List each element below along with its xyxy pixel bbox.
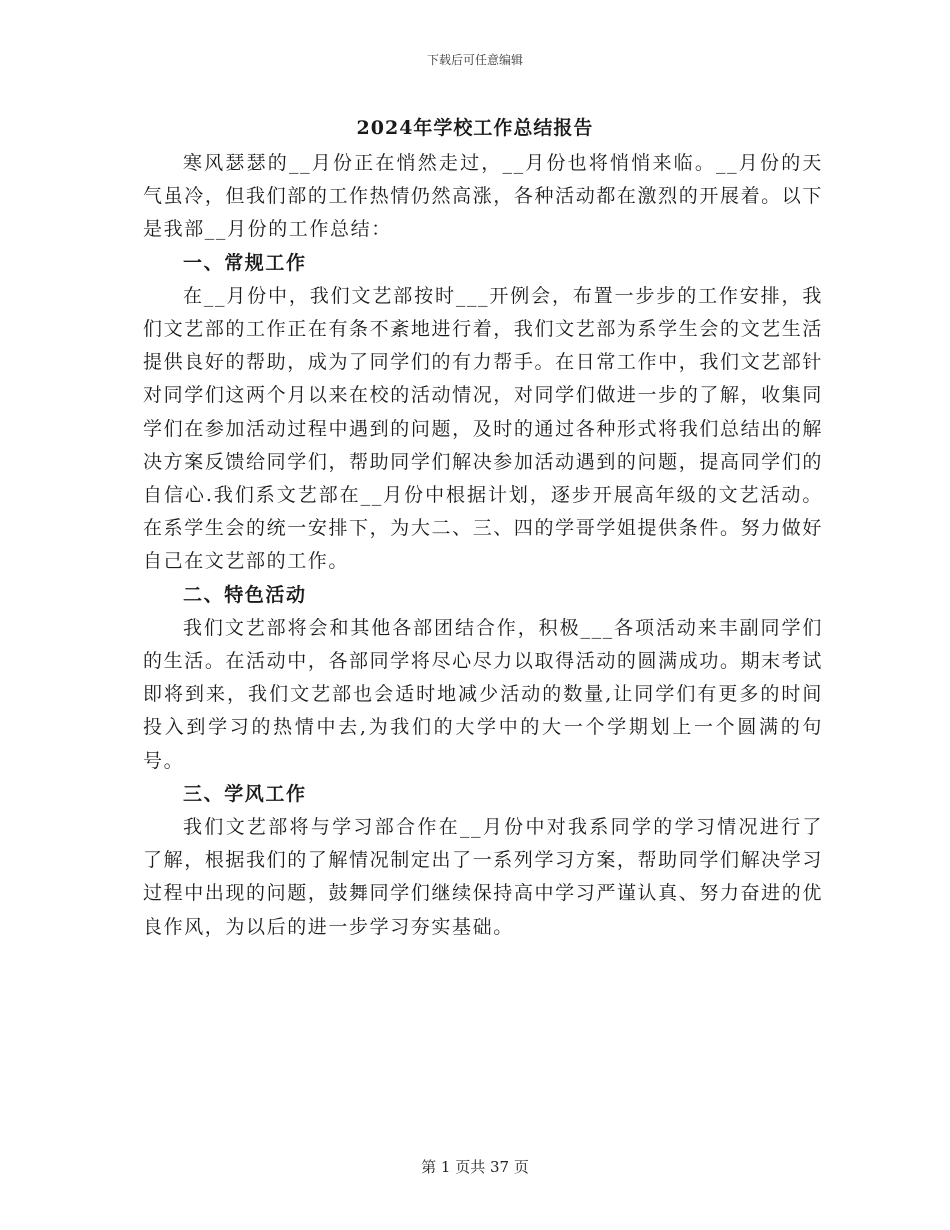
page-number: 第 1 页共 37 页 [421,1158,529,1176]
intro-paragraph: 寒风瑟瑟的__月份正在悄然走过，__月份也将悄悄来临。__月份的天气虽冷，但我们部的工作热情仍然高涨，各种活动都在激烈的开展着。以下是我部__月份的工作总结： [143,152,823,241]
download-note: 下载后可任意编辑 [426,53,523,67]
document-body [143,147,823,944]
section-heading-study-style: 三、学风工作 [183,782,307,805]
section-heading-special-activities: 二、特色活动 [183,583,307,606]
section-body-routine-work: 在__月份中，我们文艺部按时___开例会，布置一步步的工作安排，我们文艺部的工作正在有条不紊地进行着，我们文艺部为系学生会的文艺生活提供良好的帮助，成为了同学们的有力帮手。在日常工作中，我们文艺部针对同学们这两个月以来在校的活动情况，对同学们做进一步的了解，收集同学们在参加活动过程中遇到的问题，及时的通过各种形式将我们总结出的解决方案反馈给同学们，帮助同学们解决参加活动遇到的问题，提高同学们的自信心.我们系文艺部在__月份中根据计划，逐步开展高年级的文艺活动。在系学生会的统一安排下，为大二、三、四的学哥学姐提供条件。努力做好自己在文艺部的工作。 [143,284,823,573]
section-body-special-activities: 我们文艺部将会和其他各部团结合作，积极___各项活动来丰副同学们的生活。在活动中，各部同学将尽心尽力以取得活动的圆满成功。期末考试即将到来，我们文艺部也会适时地减少活动的数量,让同学们有更多的时间投入到学习的热情中去,为我们的大学中的大一个学期划上一个圆满的句号。 [143,616,823,772]
section-body-study-style: 我们文艺部将与学习部合作在__月份中对我系同学的学习情况进行了了解，根据我们的了解情况制定出了一系列学习方案，帮助同学们解决学习过程中出现的问题，鼓舞同学们继续保持高中学习严谨认真、努力奋进的优良作风，为以后的进一步学习夯实基础。 [143,816,823,938]
section-heading-routine-work: 一、常规工作 [183,251,307,274]
document-title: 2024年学校工作总结报告 [356,117,594,139]
